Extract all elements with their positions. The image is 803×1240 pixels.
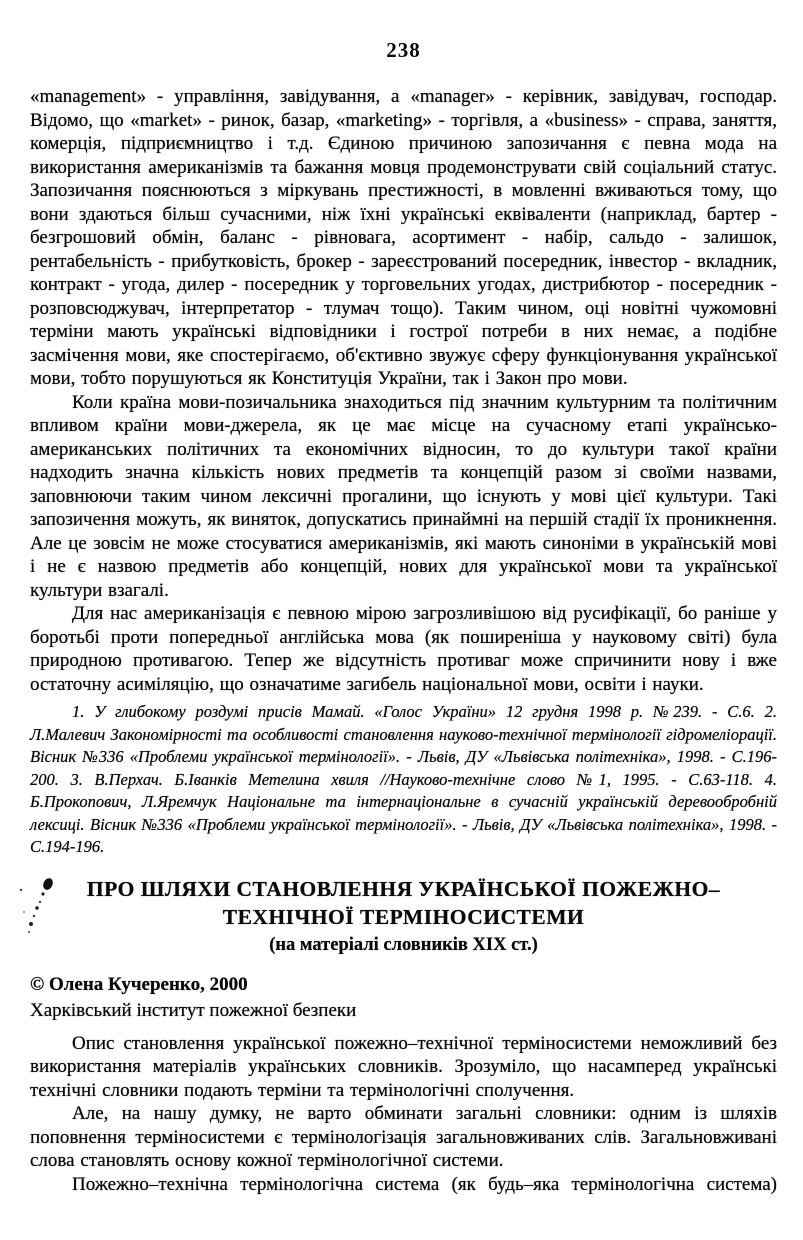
article2-title-block [30,875,777,957]
article-subtitle: (на матеріалі словників XIX ст.) [269,934,538,955]
page-content [30,38,777,1196]
page-number: 238 [386,38,421,62]
author-block [30,972,777,1024]
body-paragraph: Коли країна мови-позичальника знаходиться під значним культурним та політичним впливом країни мови-джерела, як це має місце на сучасному етапі українсько-американських політичних та економічних відносин, то до культури такої країни надходить значна кількість нових предметів та концепцій разом зі своїми назвами, заповнюючи таким чином лексичні прогалини, що існують у мові цієї культури. Такі запозичення можуть, як виняток, допускатись принаймні на першій стадії їх проникнення. Але це зовсім не може стосуватися американізмів, які мають синоніми в українській мові і не є назвою предметів або концепцій, нових для української мови та української культури взагалі. [30,391,777,601]
body-paragraph: Пожежно–технічна термінологічна система (як будь–яка термінологічна система) [72,1173,777,1195]
affiliation-line: Харківський інститут пожежної безпеки [30,999,357,1021]
article1-body [30,85,777,696]
article-title: ПРО ШЛЯХИ СТАНОВЛЕННЯ УКРАЇНСЬКОЇ ПОЖЕЖНО–ТЕХНІЧНОЇ ТЕРМІНОСИСТЕМИ [86,876,721,929]
body-paragraph: Але, на нашу думку, не варто обминати загальні словники: одним із шляхів поповнення терміносистеми є термінологізація загальновживаних слів. Загальновживані слова становлять основу кожної термінологічної системи. [30,1103,777,1171]
body-paragraph: Опис становлення української пожежно–технічної терміносистеми неможливий без використання матеріалів українських словників. Зрозуміло, що насамперед українські технічні словники подають терміни та термінологічні сполучення. [30,1032,777,1101]
copyright-line: © Олена Кучеренко, 2000 [30,973,248,995]
body-paragraph: «management» - управління, завідування, а «manager» - керівник, завідувач, господар. Відомо, що «market» - ринок, базар, «marketing» - торгівля, а «business» - справа, заняття, комерція, підприємництво і т.д. Єдиною причиною запозичання є певна мода на використання американізмів та бажання мовця продемонструвати свій соціальний статус. Запозичання пояснюються з міркувань престижності, в мовленні вживаються тому, що вони здаються більш сучасними, ніж їхні українські еквіваленти (наприклад, бартер - безгрошовий обмін, баланс - рівновага, асортимент - набір, сальдо - залишок, рентабельність - прибутковість, брокер - зареєстрований посередник, інвестор - вкладник, контракт - угода, дилер - посередник у торговельних угодах, дистрибютор - посередник - розповсюджувач, інтерпретатор - тлумач тощо). Таким чином, оці новітні чужомовні терміни мають українські відповідники і гострої потреби в них немає, а подібне засмічення мови, яке спостерігаємо, об'єктивно звужує сферу функціонування української мови, тобто порушуються як Конституція України, так і Закон про мови. [30,86,777,389]
article2-body [30,1032,777,1197]
body-paragraph: Для нас американізація є певною мірою загрозливішою від русифікації, бо раніше у боротьбі проти попередньої англійська мова (як поширеніша у науковому світі) була природною противагою. Тепер же відсутність противаг може спричинити нову і вже остаточну асиміляцію, що означатиме загибель національної мови, освіти і науки. [30,603,777,695]
references-footnote: 1. У глибокому роздумі присів Мамай. «Голос України» 12 грудня 1998 р. №239. - С.6. 2. Л.Малевич Закономірності та особливості становлення науково-технічної термінології гідромеліорації. Вісник №336 «Проблеми української термінології». - Львів, ДУ «Львівська політехніка», 1998. - С.196-200. 3. В.Перхач. Б.Іванків Метелина хвиля //Науково-технічне слово №1, 1995. - С.63-118. 4. Б.Прокопович, Л.Яремчук Національне та інтернаціональне в сучасній українській деревообробній лексиці. Вісник №336 «Проблеми української термінології». - Львів, ДУ «Львівська політехніка», 1998. - С.194-196. [30,702,777,856]
